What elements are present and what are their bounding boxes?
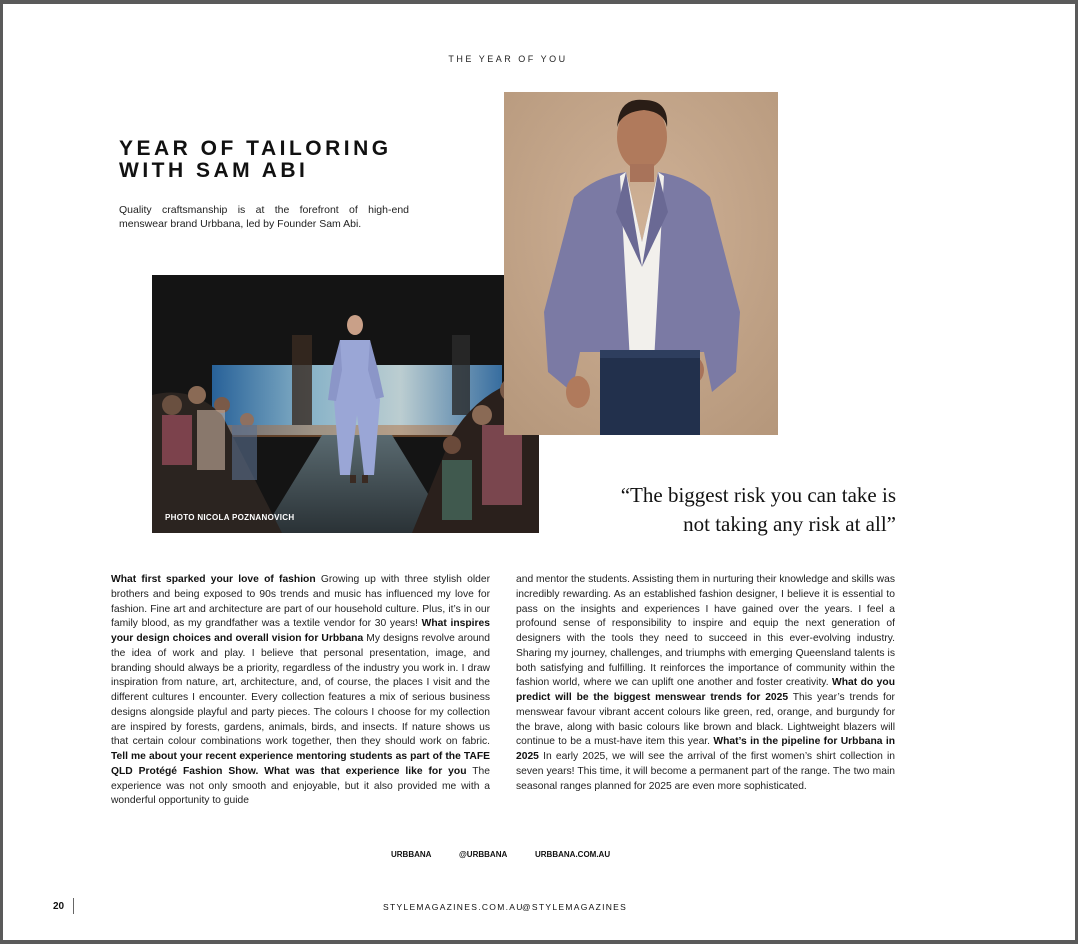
photo-credit: PHOTO NICOLA POZNANOVICH	[165, 513, 295, 522]
title-line-1: YEAR OF TAILORING	[119, 137, 392, 160]
answer-3-part-2: and mentor the students. Assisting them in nurturing their knowledge and skills was incredibly rewarding. As an established fashion designer, I believe it is essential to pass on the insights and experiences I have gained over the years. I feel a profound sense of responsibility to inspire and equip the next generation of designers with the tools they need to succeed in this ever-evolving industry. Sharing my journey, challenges, and triumphs with emerging Queensland talents is both satisfying and fulfilling. It reinforces the importance of community within the fashion world, where we can uplift one another and foster creativity.	[516, 574, 895, 689]
section-label: THE YEAR OF YOU	[448, 54, 568, 64]
brand-name: URBBANA	[391, 850, 432, 859]
question-4: What do you predict will be the biggest menswear trends for 2025	[516, 677, 895, 703]
question-1: What first sparked your love of fashion	[111, 574, 316, 585]
footer-social[interactable]: @STYLEMAGAZINES	[522, 902, 628, 912]
brand-website[interactable]: URBBANA.COM.AU	[535, 850, 611, 859]
pull-quote	[523, 481, 896, 539]
answer-3-part-1: The experience was not only smooth and enjoyable, but it also provided me with a wonderful opportunity to guide	[111, 765, 490, 807]
question-3: Tell me about your recent experience mentoring students as part of the TAFE QLD Protégé Fashion Show. What was that experience like for you	[111, 751, 490, 777]
title-line-2: WITH SAM ABI	[119, 159, 309, 182]
runway-photo	[152, 275, 539, 533]
magazine-page	[3, 4, 1075, 940]
answer-4: This year’s trends for menswear favour vibrant accent colours like green, red, orange, and burgundy for the brave, along with basic colours like brown and black. Lightweight blazers will continue to be a must-have item this year.	[516, 692, 895, 748]
intro-line-1: Quality craftsmanship is at the forefront of high-end	[119, 204, 409, 216]
portrait-photo	[504, 92, 778, 435]
page-footer	[3, 902, 1075, 914]
footer-site[interactable]: STYLEMAGAZINES.COM.AU	[383, 902, 524, 912]
quote-line-2: not taking any risk at all”	[683, 512, 896, 536]
answer-1: Growing up with three stylish older brothers and being exposed to 90s trends and music has influenced my love for fashion. Fine art and architecture are part of our household culture. Plus, it’s in our family blood, as my grandfather was a textile vendor for 30 years!	[111, 574, 490, 630]
answer-2: My designs revolve around the idea of work and play. I believe that personal presentation, image, and branding should always be a priority, regardless of the industry you work in. I draw inspiration from nature, art, architecture, and, of course, the places I visit and the different cultures I encounter. Every collection features a mix of serious business designs alongside playful and party pieces. The colours I choose for my collection are inspired by forests, gardens, animals, birds, and insects. If nature shows us that certain colour combinations work together, then they should work on fabric.	[111, 633, 490, 748]
answer-5: In early 2025, we will see the arrival of the first women’s shirt collection in seven years! This time, it will become a permanent part of the range. The two main seasonal ranges planned for 2025 are even more sophisticated.	[516, 751, 895, 792]
question-2: What inspires your design choices and overall vision for Urbbana	[111, 618, 490, 644]
instagram-handle[interactable]: @URBBANA	[459, 850, 508, 859]
brand-handles	[3, 850, 1075, 864]
intro-line-2: menswear brand Urbbana, led by Founder Sam Abi.	[119, 218, 362, 230]
page-number: 20	[53, 901, 65, 912]
article-intro	[119, 203, 409, 231]
quote-line-1: “The biggest risk you can take is	[620, 483, 896, 507]
body-column-right	[516, 573, 895, 794]
article-title	[119, 138, 499, 182]
body-column-left	[111, 573, 490, 809]
question-5: What’s in the pipeline for Urbbana in 2025	[516, 736, 895, 762]
